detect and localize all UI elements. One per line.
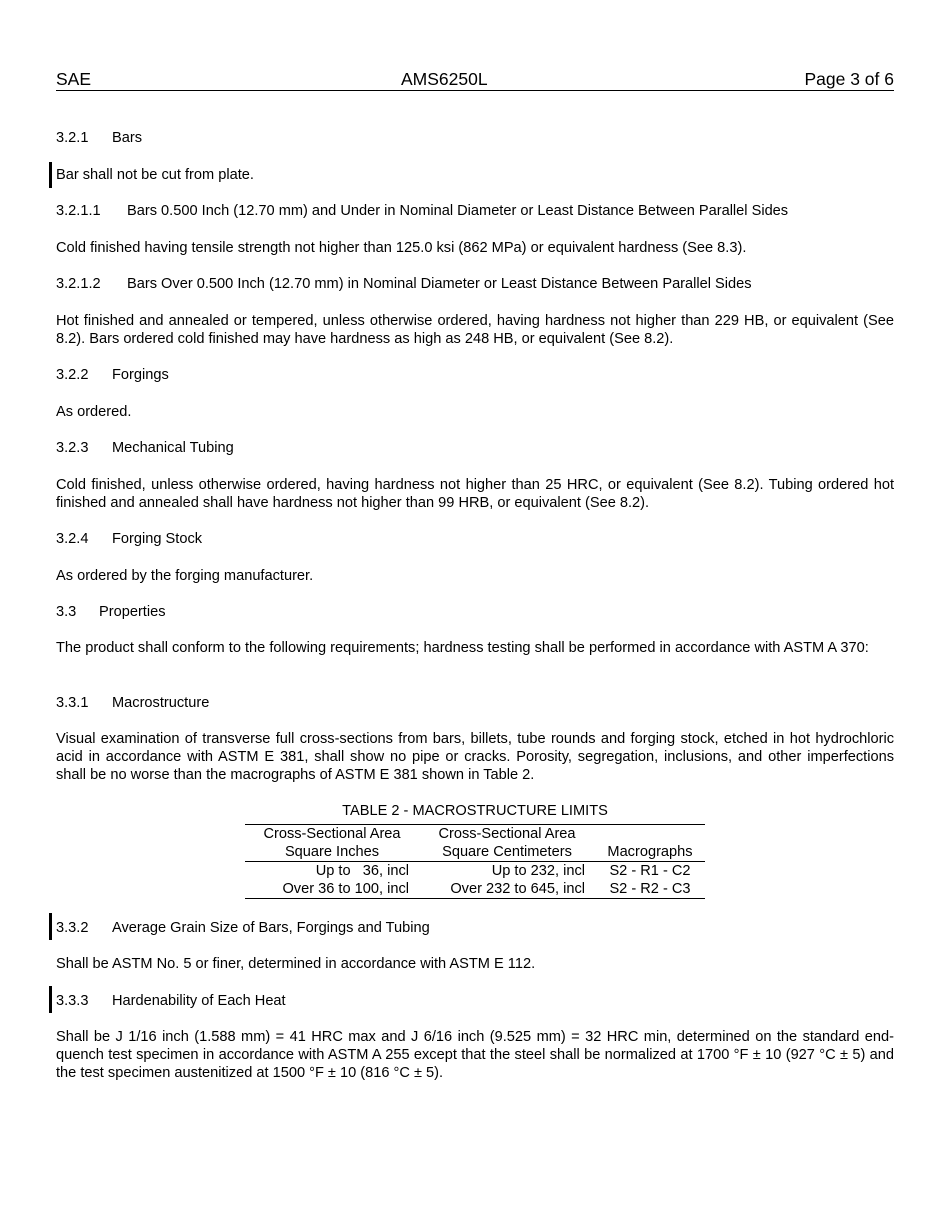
- section-heading-3-2-4: 3.2.4 Forging Stock: [56, 531, 203, 547]
- macrostructure-limits-table: [245, 824, 705, 899]
- table-header-row: [245, 825, 705, 862]
- section-heading-3-2-2: 3.2.2 Forgings: [56, 367, 169, 383]
- section-body-3-3: The product shall conform to the following requirements; hardness testing shall be performed in accordance with ASTM A 370:: [56, 640, 869, 656]
- change-bar: [49, 986, 52, 1013]
- section-body-3-2-2: As ordered.: [56, 404, 132, 420]
- header-doc-number: AMS6250L: [401, 69, 488, 89]
- section-heading-3-3: 3.3 Properties: [56, 604, 166, 620]
- table-cell: Over 36 to 100, incl: [282, 881, 409, 897]
- section-heading-3-2-1: 3.2.1 Bars: [56, 130, 143, 146]
- section-heading-3-3-3: 3.3.3 Hardenability of Each Heat: [56, 993, 286, 1009]
- page-header: [56, 68, 894, 91]
- section-heading-3-2-1-1: 3.2.1.1 Bars 0.500 Inch (12.70 mm) and Under in Nominal Diameter or Least Distance Between Parallel Sides: [56, 203, 789, 219]
- section-heading-3-2-3: 3.2.3 Mechanical Tubing: [56, 440, 234, 456]
- header-org: SAE: [56, 69, 92, 89]
- section-body-3-3-2: Shall be ASTM No. 5 or finer, determined in accordance with ASTM E 112.: [56, 956, 536, 972]
- section-heading-3-3-2: 3.3.2 Average Grain Size of Bars, Forgings and Tubing: [56, 920, 430, 936]
- table-cell: S2 - R2 - C3: [609, 881, 691, 897]
- table-cell: S2 - R1 - C2: [609, 863, 691, 879]
- section-body-3-2-4: As ordered by the forging manufacturer.: [56, 568, 314, 584]
- column-header: Macrographs: [607, 844, 693, 860]
- section-heading-3-2-1-2: 3.2.1.2 Bars Over 0.500 Inch (12.70 mm) in Nominal Diameter or Least Distance Between Parallel Sides: [56, 276, 752, 292]
- table-caption: TABLE 2 - MACROSTRUCTURE LIMITS: [342, 803, 608, 819]
- column-header: Cross-Sectional Area Square Centimeters: [438, 826, 576, 860]
- header-page-number: Page 3 of 6: [804, 69, 894, 89]
- section-body-3-2-1-1: Cold finished having tensile strength not higher than 125.0 ksi (862 MPa) or equivalent hardness (See 8.3).: [56, 240, 747, 256]
- table-row: [245, 880, 705, 899]
- section-body-3-2-1-2: Hot finished and annealed or tempered, unless otherwise ordered, having hardness not higher than 229 HB, or equivalent (See 8.2). Bars ordered cold finished may have hardness as high as 248 HB, or equivalent (See 8.2).: [56, 313, 894, 347]
- section-body-3-2-3: Cold finished, unless otherwise ordered, having hardness not higher than 25 HRC, or equivalent (See 8.2). Tubing ordered hot finished and annealed shall have hardness not higher than 99 HRB, or equivalent (See 8.2).: [56, 477, 894, 511]
- table-cell: Up to 232, incl: [491, 863, 585, 879]
- section-body-3-3-3: Shall be J 1/16 inch (1.588 mm) = 41 HRC max and J 6/16 inch (9.525 mm) = 32 HRC min, determined on the standard end-quench test specimen in accordance with ASTM A 255 except that the steel shall be normalized at 1700 °F ± 10 (927 °C ± 5) and the test specimen austenitized at 1500 °F ± 10 (816 °C ± 5).: [56, 1029, 894, 1081]
- table-cell: Up to 36, incl: [315, 863, 409, 879]
- change-bar: [49, 162, 52, 188]
- change-bar: [49, 913, 52, 940]
- table-cell: Over 232 to 645, incl: [450, 881, 585, 897]
- column-header: Cross-Sectional Area Square Inches: [263, 826, 401, 860]
- table-row: [245, 862, 705, 881]
- section-body-3-3-1: Visual examination of transverse full cross-sections from bars, billets, tube rounds and forging stock, etched in hot hydrochloric acid in accordance with ASTM E 381, shall show no pipe or cracks. Porosity, segregation, inclusions, and other imperfections shall be no worse than the macrographs of ASTM E 381 shown in Table 2.: [56, 731, 894, 783]
- section-heading-3-3-1: 3.3.1 Macrostructure: [56, 695, 210, 711]
- section-body-3-2-1: Bar shall not be cut from plate.: [56, 167, 254, 183]
